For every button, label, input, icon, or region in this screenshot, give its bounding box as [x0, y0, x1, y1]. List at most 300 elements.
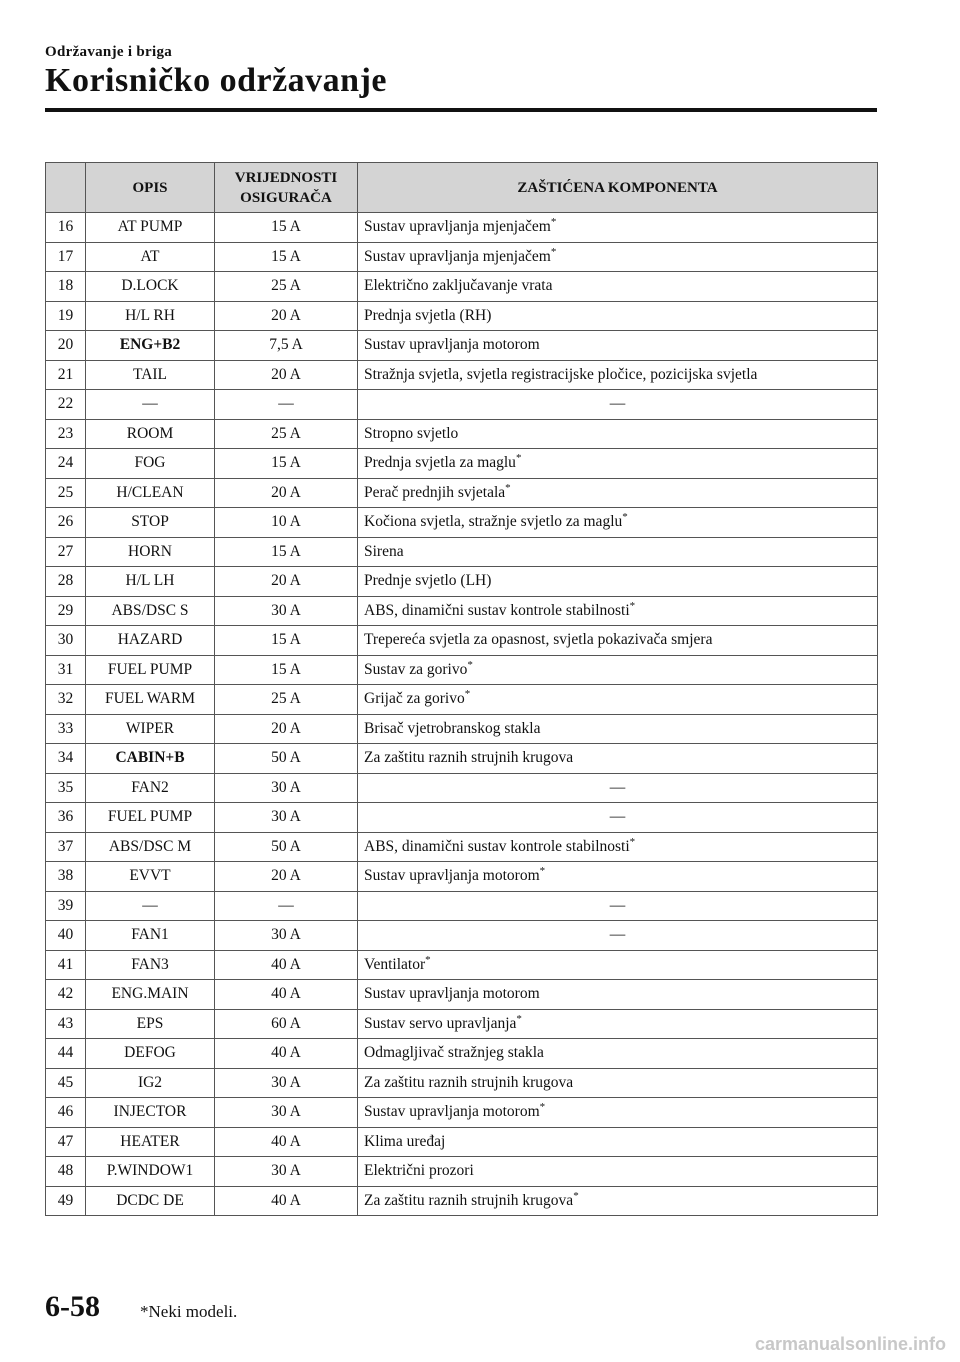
cell-fuse-description [86, 685, 215, 715]
cell-fuse-number-text: 17 [57, 247, 74, 265]
cell-protected-component [358, 626, 878, 656]
cell-fuse-value-text: 20 A [271, 365, 301, 383]
cell-protected-component [358, 331, 878, 361]
cell-fuse-number-text: 36 [57, 808, 74, 826]
cell-fuse-value-text: 60 A [271, 1014, 301, 1032]
fuse-table [45, 162, 878, 1216]
cell-protected-component-text: Sustav servo upravljanja [364, 1014, 517, 1032]
cell-fuse-description [86, 950, 215, 980]
cell-protected-component-text: Sustav upravljanja motorom [364, 985, 540, 1003]
cell-fuse-number [46, 301, 86, 331]
table-row [46, 508, 878, 538]
cell-fuse-number-text: 18 [57, 277, 74, 295]
cell-fuse-number-text: 25 [57, 483, 74, 501]
cell-protected-component-text: Stražnja svjetla, svjetla registracijske pločice, pozicijska svjetla [364, 365, 758, 383]
cell-fuse-description [86, 1127, 215, 1157]
cell-fuse-value-text: 10 A [271, 513, 301, 531]
cell-fuse-value [215, 301, 358, 331]
cell-fuse-description-text: ABS/DSC S [111, 601, 189, 619]
cell-fuse-number-text: 29 [57, 601, 74, 619]
cell-fuse-description [86, 1068, 215, 1098]
cell-fuse-description-text: EVVT [129, 867, 171, 885]
cell-protected-component [358, 655, 878, 685]
cell-fuse-description [86, 537, 215, 567]
footnote-asterisk: * [425, 953, 431, 966]
cell-protected-component-text: Sustav upravljanja mjenjačem [364, 218, 551, 236]
cell-fuse-number-text: 46 [57, 1103, 74, 1121]
cell-fuse-number-text: 39 [57, 896, 74, 914]
table-row [46, 921, 878, 951]
cell-fuse-number-text: 37 [57, 837, 74, 855]
cell-protected-component [358, 390, 878, 420]
page-number: 6-58 [45, 1290, 100, 1323]
cell-fuse-value [215, 950, 358, 980]
cell-fuse-number [46, 1098, 86, 1128]
cell-fuse-number [46, 331, 86, 361]
table-row [46, 1009, 878, 1039]
cell-fuse-value-text: 40 A [271, 955, 301, 973]
cell-fuse-value-text: 30 A [271, 1103, 301, 1121]
cell-fuse-description-text: HAZARD [117, 631, 183, 649]
cell-fuse-description-text: FUEL PUMP [107, 808, 193, 826]
cell-protected-component-text: — [609, 926, 626, 944]
section-label: Održavanje i briga [45, 44, 173, 60]
cell-fuse-description [86, 1009, 215, 1039]
table-row [46, 596, 878, 626]
footnote-asterisk: * [515, 452, 522, 465]
cell-fuse-value-text: 20 A [271, 719, 301, 737]
cell-fuse-number-text: 41 [57, 955, 74, 973]
table-row [46, 301, 878, 331]
cell-fuse-number-text: 31 [57, 660, 74, 678]
cell-protected-component-text: — [609, 808, 626, 826]
cell-fuse-number [46, 626, 86, 656]
cell-fuse-description [86, 419, 215, 449]
table-row [46, 360, 878, 390]
cell-fuse-description [86, 242, 215, 272]
cell-fuse-description-text: STOP [131, 513, 169, 531]
table-row [46, 626, 878, 656]
cell-fuse-description-text: CABIN+B [115, 749, 185, 767]
cell-fuse-description-text: DEFOG [124, 1044, 176, 1062]
cell-fuse-number-text: 48 [57, 1162, 74, 1180]
table-row [46, 213, 878, 243]
cell-fuse-description-text: FAN1 [131, 926, 169, 944]
cell-protected-component [358, 685, 878, 715]
cell-fuse-number [46, 1186, 86, 1216]
table-header-row [46, 163, 878, 213]
cell-protected-component-text: — [609, 896, 626, 914]
cell-protected-component [358, 862, 878, 892]
cell-fuse-number [46, 419, 86, 449]
cell-protected-component [358, 213, 878, 243]
cell-fuse-value [215, 272, 358, 302]
footnote-asterisk: * [550, 245, 557, 258]
cell-fuse-description [86, 301, 215, 331]
footnote-asterisk: * [464, 688, 471, 701]
cell-fuse-number [46, 272, 86, 302]
cell-fuse-description-text: HEATER [120, 1132, 180, 1150]
footnote-asterisk: * [539, 865, 546, 878]
cell-fuse-number [46, 1039, 86, 1069]
cell-fuse-description-text: FUEL WARM [105, 690, 195, 708]
cell-fuse-value [215, 360, 358, 390]
cell-protected-component [358, 950, 878, 980]
cell-fuse-number-text: 21 [57, 365, 74, 383]
cell-fuse-number [46, 862, 86, 892]
cell-fuse-number [46, 744, 86, 774]
cell-protected-component-text: Perač prednjih svjetala [364, 483, 506, 501]
title-rule [45, 108, 877, 112]
cell-fuse-number-text: 44 [57, 1044, 74, 1062]
cell-fuse-description-text: H/L LH [125, 572, 175, 590]
cell-fuse-value-text: 50 A [271, 749, 301, 767]
cell-protected-component-text: Grijač za gorivo [364, 690, 465, 708]
cell-fuse-number [46, 921, 86, 951]
table-row [46, 449, 878, 479]
cell-fuse-number-text: 16 [57, 218, 74, 236]
cell-fuse-value-text: 20 A [271, 867, 301, 885]
cell-fuse-number [46, 242, 86, 272]
cell-fuse-value-text: 30 A [271, 1162, 301, 1180]
cell-fuse-value-text: 15 A [271, 631, 301, 649]
cell-fuse-value-text: 40 A [271, 985, 301, 1003]
footnote-asterisk: * [629, 835, 636, 848]
cell-fuse-number [46, 478, 86, 508]
cell-fuse-value [215, 331, 358, 361]
cell-fuse-number [46, 360, 86, 390]
cell-fuse-value [215, 803, 358, 833]
cell-protected-component [358, 1009, 878, 1039]
cell-fuse-number-text: 27 [57, 542, 74, 560]
cell-protected-component-text: Klima uređaj [364, 1132, 446, 1150]
footnote-asterisk: * [622, 511, 628, 524]
cell-protected-component [358, 891, 878, 921]
cell-fuse-value [215, 537, 358, 567]
cell-protected-component [358, 596, 878, 626]
cell-protected-component [358, 1186, 878, 1216]
cell-fuse-value [215, 242, 358, 272]
cell-protected-component-text: Sirena [364, 542, 404, 560]
cell-fuse-description-text: WIPER [125, 719, 175, 737]
footnote: *Neki modeli. [140, 1302, 238, 1321]
footnote-asterisk: * [629, 599, 636, 612]
cell-fuse-description [86, 331, 215, 361]
cell-fuse-description-text: — [142, 896, 158, 914]
cell-fuse-number [46, 655, 86, 685]
cell-fuse-value [215, 213, 358, 243]
cell-fuse-description-text: FAN3 [131, 955, 169, 973]
header-description: OPIS [86, 163, 215, 213]
cell-fuse-number [46, 508, 86, 538]
cell-fuse-value [215, 1186, 358, 1216]
cell-protected-component [358, 1127, 878, 1157]
cell-fuse-number [46, 390, 86, 420]
cell-fuse-value-text: 30 A [271, 601, 301, 619]
cell-fuse-description-text: H/L RH [125, 306, 175, 324]
footnote-asterisk: * [505, 481, 511, 494]
cell-fuse-number [46, 773, 86, 803]
cell-protected-component-text: Trepereća svjetla za opasnost, svjetla pokazivača smjera [364, 631, 713, 649]
cell-fuse-number [46, 449, 86, 479]
cell-fuse-description [86, 272, 215, 302]
cell-protected-component [358, 360, 878, 390]
table-row [46, 1157, 878, 1187]
cell-fuse-number [46, 714, 86, 744]
cell-fuse-value-text: 40 A [271, 1044, 301, 1062]
cell-fuse-value [215, 1068, 358, 1098]
table-row [46, 390, 878, 420]
cell-fuse-value [215, 921, 358, 951]
footnote-asterisk: * [550, 216, 557, 229]
cell-fuse-value [215, 862, 358, 892]
cell-fuse-value [215, 1098, 358, 1128]
cell-protected-component [358, 419, 878, 449]
cell-protected-component-text: Za zaštitu raznih strujnih krugova [364, 749, 574, 767]
table-row [46, 272, 878, 302]
cell-fuse-value-text: 25 A [271, 424, 301, 442]
cell-protected-component [358, 1157, 878, 1187]
cell-protected-component-text: Sustav upravljanja motorom [364, 1103, 540, 1121]
cell-protected-component [358, 744, 878, 774]
cell-fuse-description-text: DCDC DE [116, 1191, 184, 1209]
cell-fuse-description-text: FOG [134, 454, 166, 472]
cell-protected-component-text: — [609, 395, 626, 413]
cell-fuse-description [86, 1039, 215, 1069]
cell-fuse-value [215, 1127, 358, 1157]
cell-fuse-number-text: 35 [57, 778, 74, 796]
cell-fuse-number-text: 40 [57, 926, 74, 944]
table-row [46, 685, 878, 715]
cell-fuse-number-text: 22 [57, 395, 74, 413]
cell-fuse-description [86, 449, 215, 479]
cell-fuse-value-text: — [278, 896, 294, 914]
cell-fuse-description-text: INJECTOR [113, 1103, 187, 1121]
table-row [46, 537, 878, 567]
cell-protected-component [358, 478, 878, 508]
cell-fuse-number [46, 596, 86, 626]
table-row [46, 980, 878, 1010]
cell-fuse-description [86, 596, 215, 626]
table-row [46, 1186, 878, 1216]
cell-fuse-value-text: 25 A [271, 690, 301, 708]
cell-fuse-description [86, 744, 215, 774]
footnote-asterisk: * [573, 1189, 579, 1202]
cell-protected-component [358, 921, 878, 951]
cell-fuse-number [46, 832, 86, 862]
cell-fuse-value [215, 655, 358, 685]
cell-protected-component [358, 301, 878, 331]
cell-fuse-number-text: 24 [57, 454, 74, 472]
cell-fuse-description [86, 921, 215, 951]
cell-protected-component-text: Sustav za gorivo [364, 660, 468, 678]
cell-fuse-number-text: 26 [57, 513, 74, 531]
cell-fuse-number-text: 45 [57, 1073, 74, 1091]
cell-fuse-value-text: 40 A [271, 1191, 301, 1209]
cell-protected-component [358, 508, 878, 538]
cell-fuse-description [86, 773, 215, 803]
cell-fuse-number [46, 950, 86, 980]
cell-fuse-number-text: 38 [57, 867, 74, 885]
cell-fuse-number-text: 34 [57, 749, 74, 767]
cell-fuse-number [46, 1068, 86, 1098]
watermark: carmanualsonline.info [754, 1334, 946, 1354]
cell-fuse-value [215, 478, 358, 508]
cell-fuse-description [86, 980, 215, 1010]
cell-fuse-value [215, 714, 358, 744]
cell-fuse-value-text: 50 A [271, 837, 301, 855]
header-fuse-value-line1: VRIJEDNOSTI [234, 169, 338, 186]
cell-fuse-description-text: FUEL PUMP [107, 660, 193, 678]
cell-protected-component [358, 537, 878, 567]
cell-fuse-value [215, 685, 358, 715]
cell-fuse-number [46, 1127, 86, 1157]
cell-fuse-value-text: 15 A [271, 218, 301, 236]
table-row [46, 478, 878, 508]
cell-fuse-description-text: AT [140, 247, 160, 265]
header-number [46, 163, 86, 213]
cell-fuse-value [215, 419, 358, 449]
cell-protected-component [358, 1098, 878, 1128]
cell-fuse-number-text: 47 [57, 1132, 74, 1150]
cell-fuse-value [215, 744, 358, 774]
table-row [46, 1127, 878, 1157]
cell-protected-component [358, 980, 878, 1010]
cell-fuse-description [86, 508, 215, 538]
cell-protected-component-text: Kočiona svjetla, stražnje svjetlo za maglu [364, 513, 623, 531]
cell-fuse-value-text: 20 A [271, 306, 301, 324]
cell-fuse-description-text: AT PUMP [117, 218, 183, 236]
cell-protected-component-text: Brisač vjetrobranskog stakla [364, 719, 541, 737]
footnote-asterisk: * [539, 1101, 546, 1114]
cell-protected-component-text: Prednja svjetla (RH) [364, 306, 492, 324]
cell-fuse-number [46, 685, 86, 715]
cell-fuse-value [215, 567, 358, 597]
table-row [46, 331, 878, 361]
cell-fuse-value-text: 15 A [271, 247, 301, 265]
table-row [46, 832, 878, 862]
cell-fuse-description [86, 714, 215, 744]
cell-fuse-value-text: 20 A [271, 483, 301, 501]
cell-fuse-description-text: ROOM [126, 424, 174, 442]
cell-protected-component-text: Ventilator [364, 955, 426, 973]
cell-fuse-description-text: ENG+B2 [119, 336, 181, 354]
cell-fuse-value-text: 30 A [271, 926, 301, 944]
cell-fuse-description-text: FAN2 [131, 778, 169, 796]
cell-fuse-value-text: 25 A [271, 277, 301, 295]
cell-fuse-number [46, 213, 86, 243]
cell-protected-component-text: Za zaštitu raznih strujnih krugova [364, 1191, 574, 1209]
cell-fuse-description-text: H/CLEAN [116, 483, 184, 501]
table-row [46, 1098, 878, 1128]
cell-fuse-value [215, 773, 358, 803]
cell-fuse-value-text: 30 A [271, 1073, 301, 1091]
cell-fuse-number-text: 42 [57, 985, 74, 1003]
cell-fuse-description-text: ABS/DSC M [108, 837, 192, 855]
cell-fuse-value [215, 626, 358, 656]
page-title: Korisničko održavanje [45, 62, 387, 99]
cell-protected-component [358, 567, 878, 597]
cell-protected-component-text: Električni prozori [364, 1162, 474, 1180]
cell-fuse-number-text: 33 [57, 719, 74, 737]
cell-fuse-description [86, 803, 215, 833]
cell-protected-component-text: Sustav upravljanja motorom [364, 867, 540, 885]
cell-fuse-number [46, 567, 86, 597]
cell-fuse-value [215, 891, 358, 921]
cell-fuse-value-text: 30 A [271, 778, 301, 796]
cell-fuse-description-text: EPS [136, 1014, 164, 1032]
cell-fuse-number [46, 1009, 86, 1039]
cell-fuse-description [86, 1098, 215, 1128]
header-fuse-value [215, 163, 358, 213]
cell-fuse-value [215, 1009, 358, 1039]
cell-fuse-description [86, 1157, 215, 1187]
header-protected-component: ZAŠTIĆENA KOMPONENTA [358, 163, 878, 213]
cell-fuse-description [86, 862, 215, 892]
table-row [46, 242, 878, 272]
cell-protected-component-text: Prednja svjetla za maglu [364, 454, 516, 472]
cell-protected-component [358, 449, 878, 479]
cell-fuse-number-text: 23 [57, 424, 74, 442]
cell-fuse-description [86, 1186, 215, 1216]
cell-protected-component [358, 1039, 878, 1069]
cell-fuse-number-text: 20 [57, 336, 74, 354]
cell-protected-component-text: Prednje svjetlo (LH) [364, 572, 492, 590]
cell-protected-component-text: — [609, 778, 626, 796]
cell-fuse-number-text: 49 [57, 1191, 74, 1209]
table-row [46, 655, 878, 685]
cell-fuse-description [86, 655, 215, 685]
cell-protected-component-text: ABS, dinamični sustav kontrole stabilnosti [364, 601, 630, 619]
cell-fuse-value [215, 980, 358, 1010]
cell-fuse-value [215, 1039, 358, 1069]
cell-fuse-description-text: P.WINDOW1 [106, 1162, 194, 1180]
table-row [46, 714, 878, 744]
cell-fuse-value [215, 832, 358, 862]
cell-fuse-number-text: 28 [57, 572, 74, 590]
table-row [46, 1068, 878, 1098]
cell-fuse-value [215, 1157, 358, 1187]
cell-fuse-description-text: TAIL [132, 365, 168, 383]
table-row [46, 1039, 878, 1069]
cell-fuse-description-text: IG2 [137, 1073, 163, 1091]
table-row [46, 862, 878, 892]
cell-protected-component [358, 832, 878, 862]
cell-fuse-description [86, 626, 215, 656]
cell-fuse-number [46, 537, 86, 567]
table-row [46, 803, 878, 833]
cell-fuse-description [86, 567, 215, 597]
cell-fuse-description [86, 360, 215, 390]
cell-fuse-value-text: — [278, 395, 294, 413]
cell-fuse-description-text: — [142, 395, 158, 413]
header-fuse-value-line2: OSIGURAČA [240, 189, 332, 206]
cell-fuse-value-text: 20 A [271, 572, 301, 590]
cell-fuse-description-text: HORN [128, 542, 172, 560]
cell-protected-component [358, 272, 878, 302]
cell-fuse-number [46, 1157, 86, 1187]
cell-protected-component-text: Za zaštitu raznih strujnih krugova [364, 1073, 574, 1091]
cell-protected-component [358, 773, 878, 803]
cell-fuse-value-text: 15 A [271, 660, 301, 678]
cell-fuse-number [46, 980, 86, 1010]
footnote-asterisk: * [516, 1012, 522, 1025]
cell-protected-component-text: Stropno svjetlo [364, 424, 459, 442]
cell-fuse-description [86, 390, 215, 420]
cell-protected-component-text: Sustav upravljanja mjenjačem [364, 247, 551, 265]
cell-fuse-description [86, 891, 215, 921]
cell-fuse-value-text: 15 A [271, 542, 301, 560]
